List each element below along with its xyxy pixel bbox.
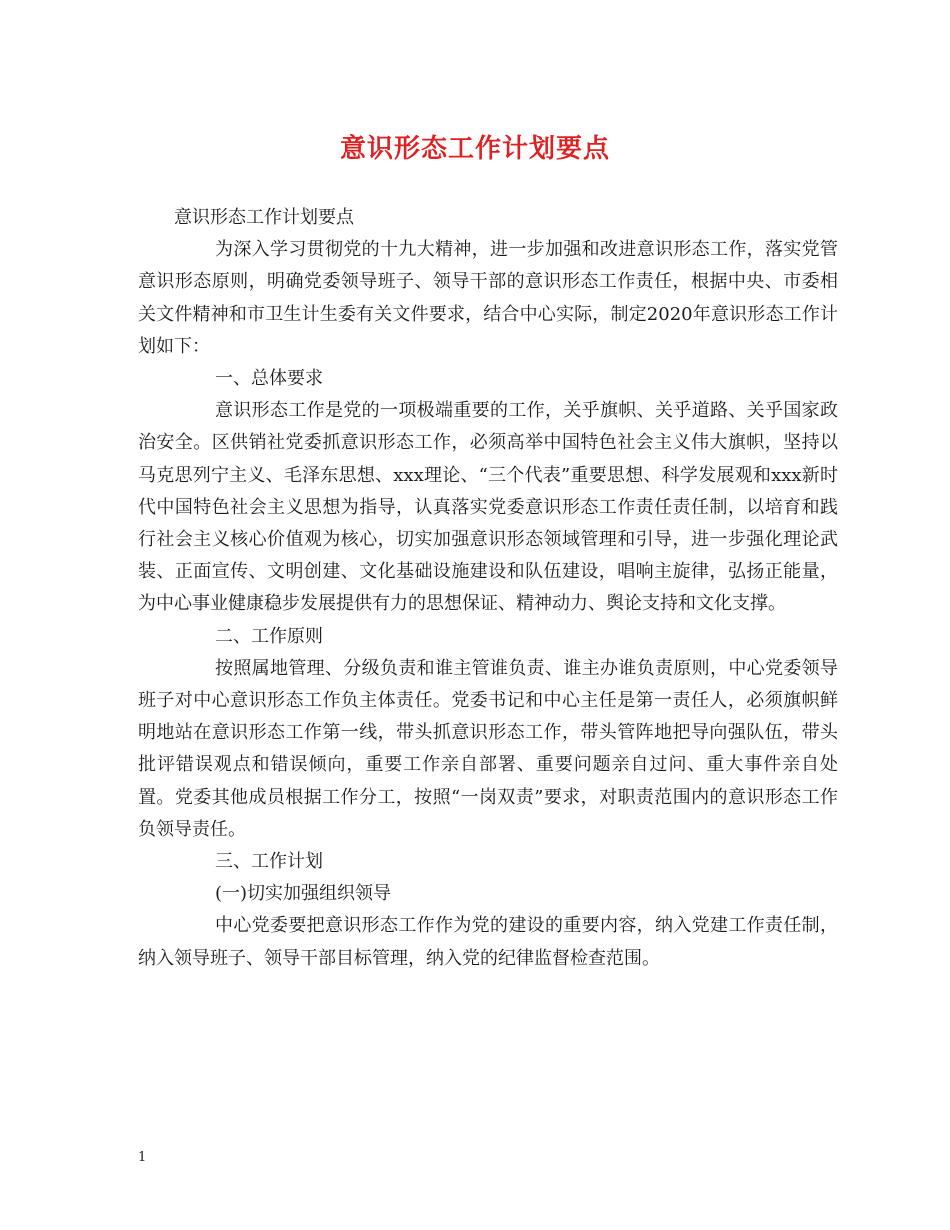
document-subtitle: 意识形态工作计划要点 [174,207,354,228]
paragraph-intro: 为深入学习贯彻党的十九大精神，进一步加强和改进意识形态工作，落实党管意识形态原则，明确党委领导班子、领导干部的意识形态工作责任，根据中央、市委相关文件精神和市卫生计生委有关文件要求，结合中心实际，制定2020年意识形态工作计划如下： [138,239,838,357]
paragraph-overall-requirements: 意识形态工作是党的一项极端重要的工作，关乎旗帜、关乎道路、关乎国家政治安全。区供销社党委抓意识形态工作，必须高举中国特色社会主义伟大旗帜，坚持以马克思列宁主义、毛泽东思想、xxx理论、“三个代表”重要思想、科学发展观和xxx新时代中国特色社会主义思想为指导，认真落实党委意识形态工作责任责任制，以培育和践行社会主义核心价值观为核心，切实加强意识形态领域管理和引导，进一步强化理论武装、正面宣传、文明创建、文化基础设施建设和队伍建设，唱响主旋律，弘扬正能量，为中心事业健康稳步发展提供有力的思想保证、精神动力、舆论支持和文化支撑。 [138,400,838,615]
paragraph-organization-leadership: 中心党委要把意识形态工作作为党的建设的重要内容，纳入党建工作责任制，纳入领导班子、领导干部目标管理，纳入党的纪律监督检查范围。 [138,915,838,969]
section-heading-work-principles: 二、工作原则 [215,625,323,647]
document-title: 意识形态工作计划要点 [339,134,610,164]
document-body [138,202,838,975]
section-heading-overall-requirements: 一、总体要求 [215,368,323,390]
page-number: 1 [138,1150,147,1165]
subsection-heading-organization-leadership: (一)切实加强组织领导 [215,883,392,905]
paragraph-work-principles: 按照属地管理、分级负责和谁主管谁负责、谁主办谁负责原则，中心党委领导班子对中心意识形态工作负主体责任。党委书记和中心主任是第一责任人，必须旗帜鲜明地站在意识形态工作第一线，带头抓意识形态工作，带头管阵地把导向强队伍，带头批评错误观点和错误倾向，重要工作亲自部署、重要问题亲自过问、重大事件亲自处置。党委其他成员根据工作分工，按照“一岗双责”要求，对职责范围内的意识形态工作负领导责任。 [138,657,838,840]
section-heading-work-plan: 三、工作计划 [215,851,323,873]
